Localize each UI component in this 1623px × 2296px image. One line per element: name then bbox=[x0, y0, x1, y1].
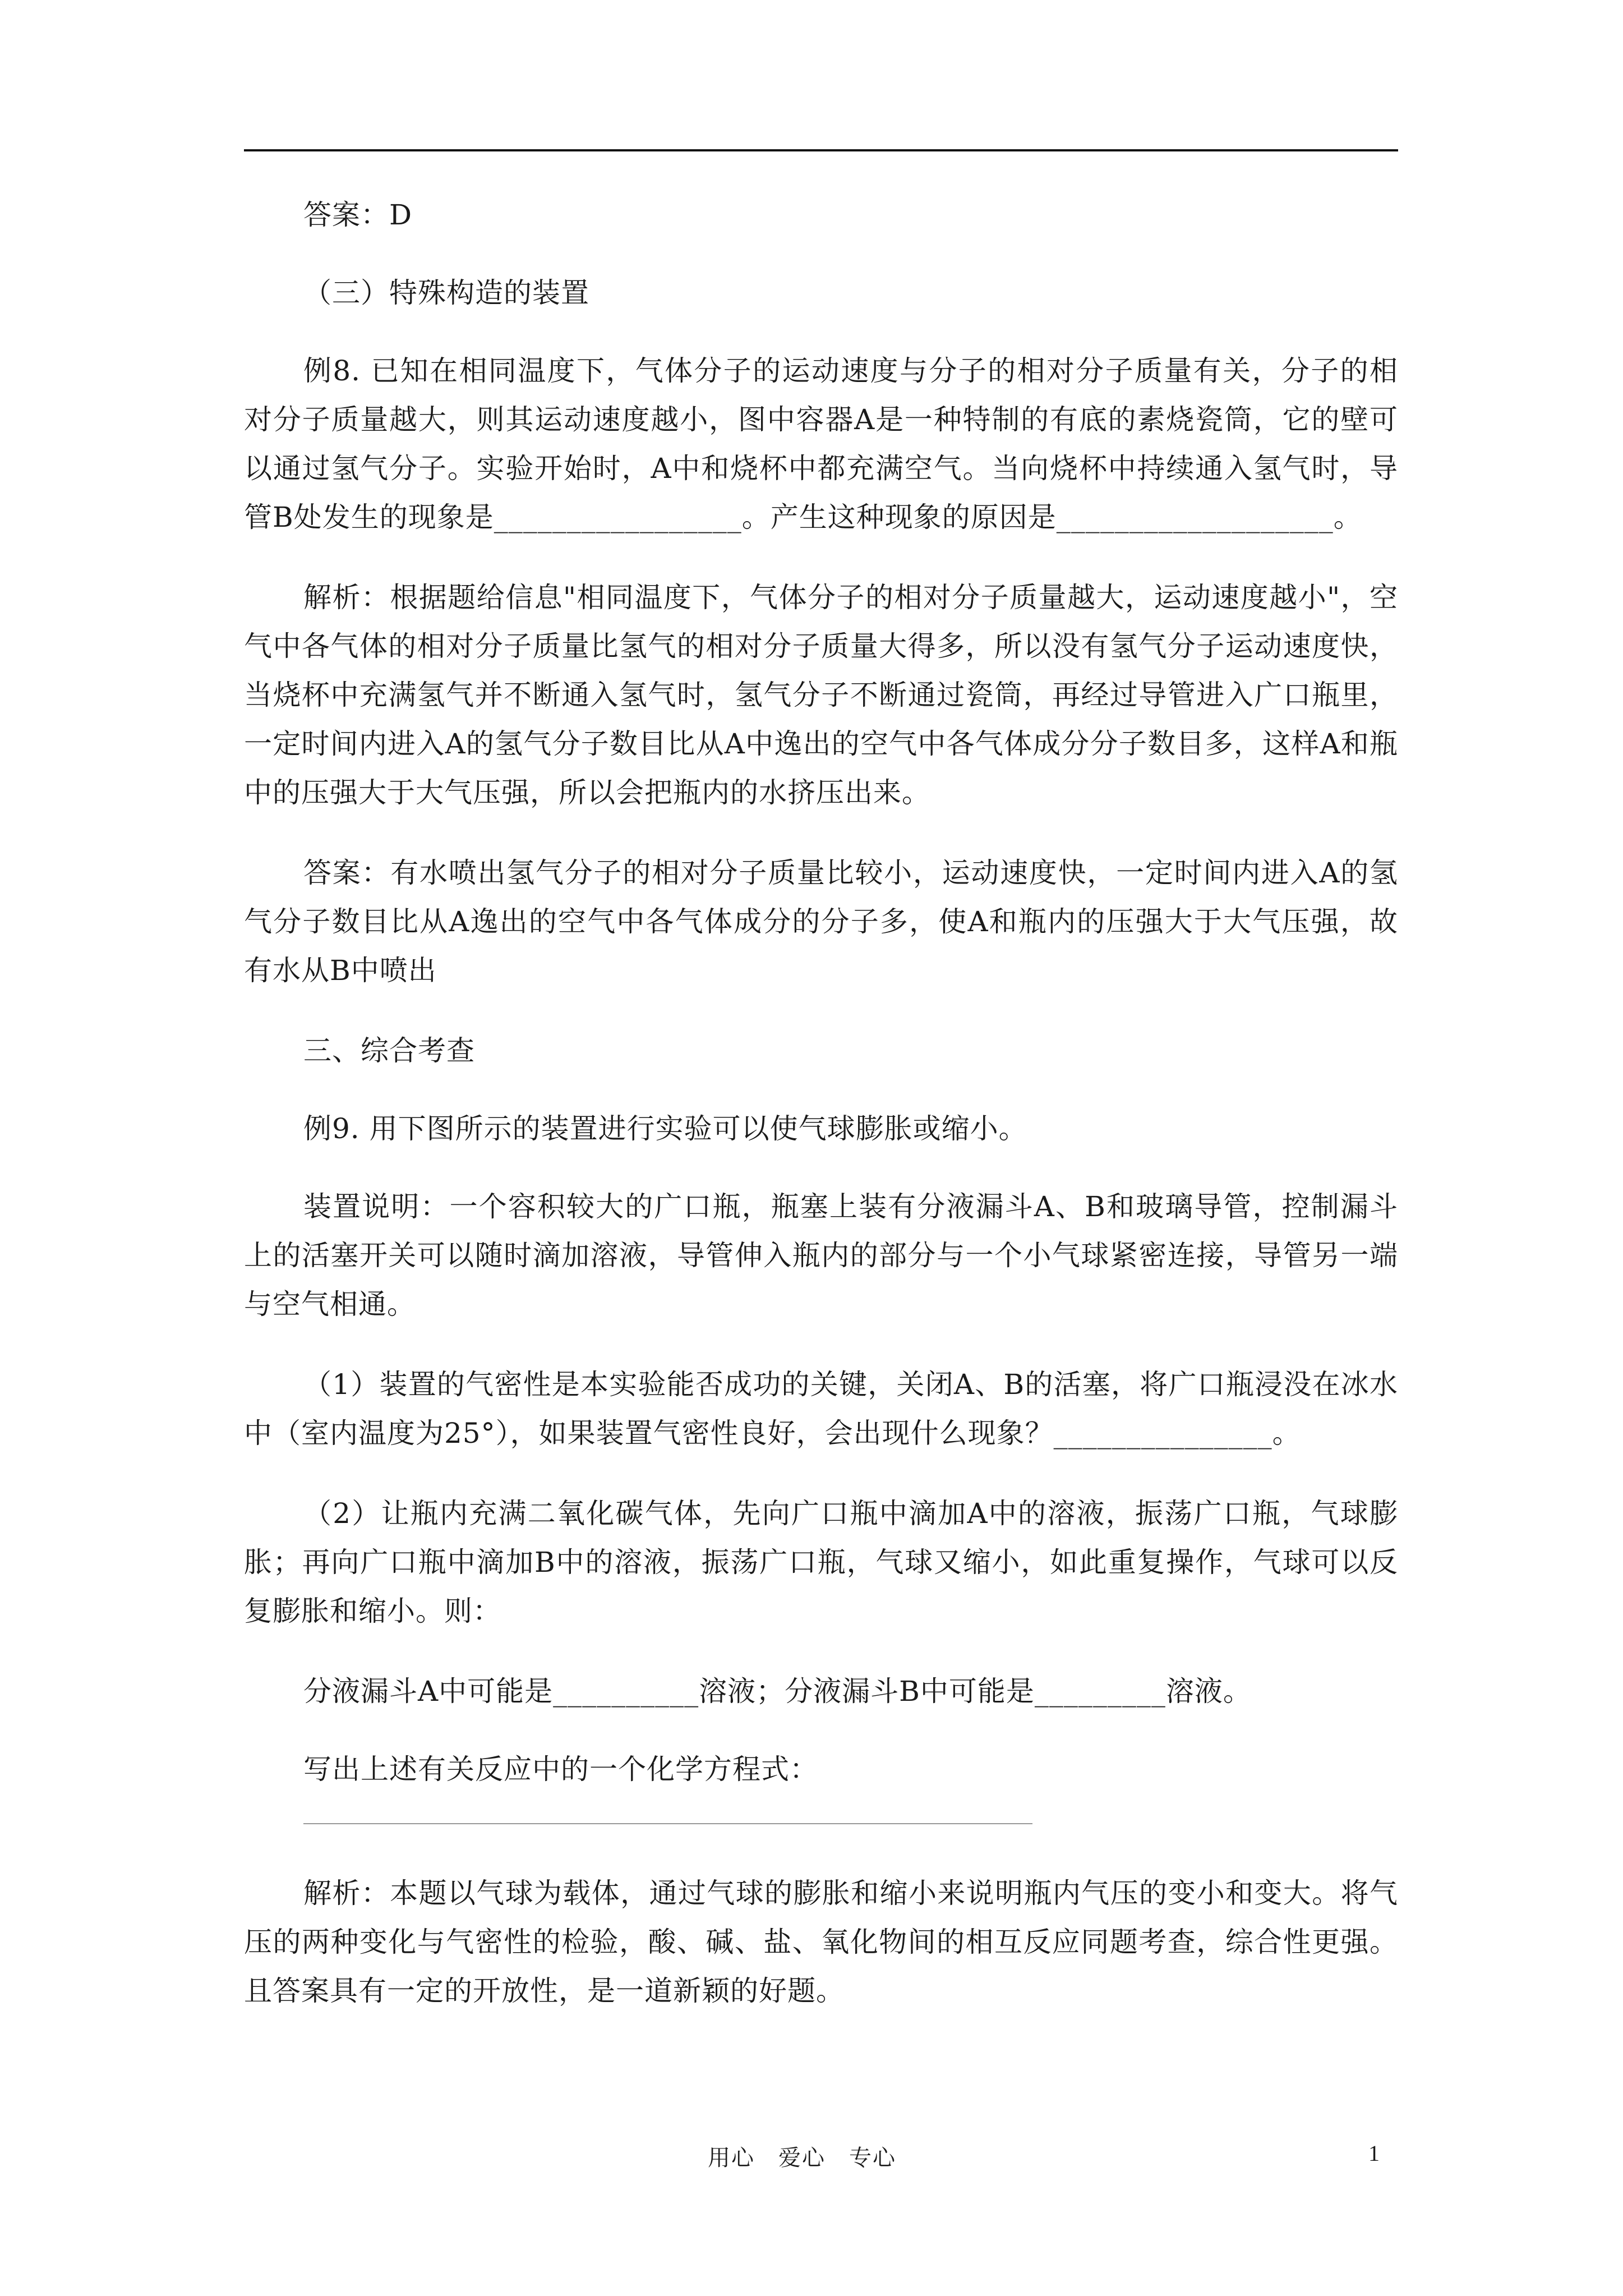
example-9-intro: 例9. 用下图所示的装置进行实验可以使气球膨胀或缩小。 bbox=[303, 1112, 1027, 1145]
answer-d: 答案：D bbox=[303, 199, 413, 231]
answer-blank-line bbox=[303, 1823, 1032, 1824]
section-heading-special-devices: （三）特殊构造的装置 bbox=[303, 277, 589, 309]
section-heading-comprehensive: 三、综合考查 bbox=[303, 1034, 475, 1067]
page-number: 1 bbox=[1368, 2141, 1380, 2166]
document-body bbox=[244, 191, 1398, 2047]
example-8-analysis: 解析：根据题给信息"相同温度下，气体分子的相对分子质量越大，运动速度越小"，空气中各气体的相对分子质量比氢气的相对分子质量大得多，所以没有氢气分子运动速度快，当烧杯中充满氢气并不断通入氢气时，氢气分子不断通过瓷筒，再经过导管进入广口瓶里，一定时间内进入A的氢气分子数目比从A中逸出的空气中各气体成分分子数目多，这样A和瓶中的压强大于大气压强，所以会把瓶内的水挤压出来。 bbox=[244, 581, 1398, 809]
equation-prompt: 写出上述有关反应中的一个化学方程式： bbox=[303, 1753, 818, 1786]
device-description: 装置说明：一个容积较大的广口瓶，瓶塞上装有分液漏斗A、B和玻璃导管，控制漏斗上的活塞开关可以随时滴加溶液，导管伸入瓶内的部分与一个小气球紧密连接，导管另一端与空气相通。 bbox=[244, 1190, 1398, 1320]
funnel-solutions-blank: 分液漏斗A中可能是__________溶液；分液漏斗B中可能是_________溶液。 bbox=[303, 1675, 1252, 1708]
footer-slogan: 用心 爱心 专心 bbox=[708, 2145, 896, 2171]
header-rule bbox=[244, 149, 1398, 151]
question-2: （2）让瓶内充满二氧化碳气体，先向广口瓶中滴加A中的溶液，振荡广口瓶，气球膨胀；再向广口瓶中滴加B中的溶液，振荡广口瓶，气球又缩小，如此重复操作，气球可以反复膨胀和缩小。则： bbox=[244, 1497, 1398, 1627]
question-1: （1）装置的气密性是本实验能否成功的关键，关闭A、B的活塞，将广口瓶浸没在冰水中（室内温度为25°），如果装置气密性良好，会出现什么现象？_______________。 bbox=[244, 1368, 1398, 1450]
example-8-answer: 答案：有水喷出氢气分子的相对分子质量比较小，运动速度快，一定时间内进入A的氢气分子数目比从A逸出的空气中各气体成分的分子多，使A和瓶内的压强大于大气压强，故有水从B中喷出 bbox=[244, 857, 1398, 987]
example-8-question: 例8. 已知在相同温度下，气体分子的运动速度与分子的相对分子质量有关，分子的相对分子质量越大，则其运动速度越小，图中容器A是一种特制的有底的素烧瓷筒，它的壁可以通过氢气分子。实验开始时，A中和烧杯中都充满空气。当向烧杯中持续通入氢气时，导管B处发生的现象是_________________。产生这种现象的原因是___________________。 bbox=[244, 355, 1398, 533]
example-9-analysis: 解析：本题以气球为载体，通过气球的膨胀和缩小来说明瓶内气压的变小和变大。将气压的两种变化与气密性的检验，酸、碱、盐、氧化物间的相互反应同题考查，综合性更强。且答案具有一定的开放性，是一道新颖的好题。 bbox=[244, 1877, 1398, 2007]
